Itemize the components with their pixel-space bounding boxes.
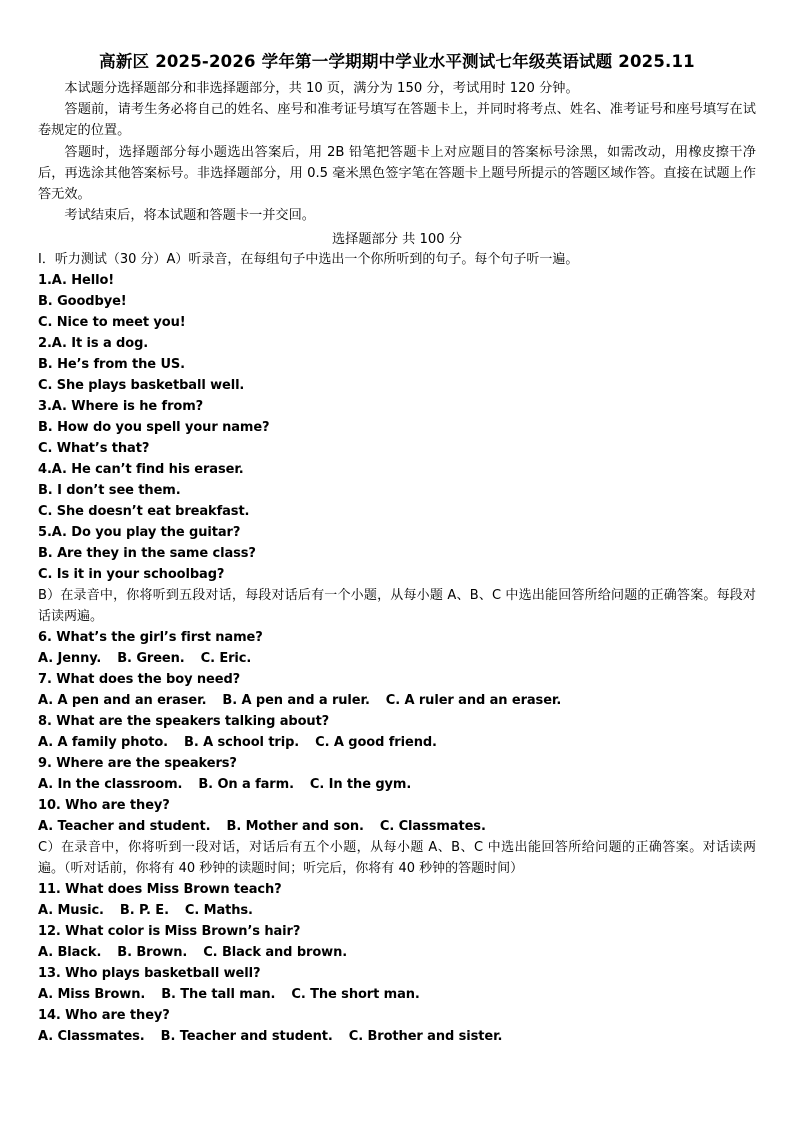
option-line: C. What’s that? xyxy=(38,441,150,456)
options-line xyxy=(38,1026,756,1047)
option-b: B. Mother and son. xyxy=(226,819,364,834)
instruction-paragraph: 答题时，选择题部分每小题选出答案后，用 2B 铅笔把答题卡上对应题目的答案标号涂黑，如需改动，用橡皮擦干净后，再选涂其他答案标号。非选择题部分，用 0.5 毫米黑色签字笔在答题卡上题号所提示的答题区域作答。直接在试题上作答无效。 xyxy=(38,144,756,203)
option-b: B. A pen and a ruler. xyxy=(222,693,370,708)
option-a: A. Black. xyxy=(38,945,102,960)
question-line: 11. What does Miss Brown teach? xyxy=(38,882,282,897)
options-line xyxy=(38,900,756,921)
option-line: 5.A. Do you play the guitar? xyxy=(38,525,241,540)
part-heading: B）在录音中，你将听到五段对话，每段对话后有一个小题，从每小题 A、B、C 中选出能回答所给问题的正确答案。每段对话读两遍。 xyxy=(38,588,756,624)
question-line: 14. Who are they? xyxy=(38,1008,170,1023)
option-a: A. In the classroom. xyxy=(38,777,183,792)
option-c: C. Brother and sister. xyxy=(348,1029,503,1044)
part-heading: C）在录音中，你将听到一段对话，对话后有五个小题，从每小题 A、B、C 中选出能回答所给问题的正确答案。对话读两遍。（听对话前，你将有 40 秒钟的读题时间；听完后，你将有 40 秒钟的答题时间） xyxy=(38,840,756,876)
listening-section xyxy=(38,249,756,1047)
option-c: C. Eric. xyxy=(200,651,252,666)
option-line: C. Is it in your schoolbag? xyxy=(38,567,225,582)
instruction-paragraph: 本试题分选择题部分和非选择题部分，共 10 页，满分为 150 分，考试用时 120 分钟。 xyxy=(64,81,579,96)
option-line: B. Are they in the same class? xyxy=(38,546,256,561)
option-b: B. A school trip. xyxy=(184,735,300,750)
section-title: 选择题部分 共 100 分 xyxy=(331,232,463,247)
question-line: 13. Who plays basketball well? xyxy=(38,966,261,981)
option-b: B. Green. xyxy=(117,651,185,666)
option-b: B. Teacher and student. xyxy=(160,1029,333,1044)
option-b: B. P. E. xyxy=(119,903,169,918)
option-c: C. Maths. xyxy=(184,903,253,918)
question-line: 12. What color is Miss Brown’s hair? xyxy=(38,924,301,939)
option-line: 4.A. He can’t find his eraser. xyxy=(38,462,244,477)
option-a: A. Jenny. xyxy=(38,651,102,666)
option-a: A. A pen and an eraser. xyxy=(38,693,207,708)
option-line: B. I don’t see them. xyxy=(38,483,181,498)
option-c: C. Black and brown. xyxy=(203,945,348,960)
options-line xyxy=(38,648,756,669)
exam-title: 高新区 2025-2026 学年第一学期期中学业水平测试七年级英语试题 2025.11 xyxy=(99,52,695,71)
options-line xyxy=(38,984,756,1005)
option-line: B. How do you spell your name? xyxy=(38,420,270,435)
option-c: C. A good friend. xyxy=(315,735,437,750)
option-a: A. Miss Brown. xyxy=(38,987,146,1002)
option-b: B. Brown. xyxy=(117,945,188,960)
option-a: A. A family photo. xyxy=(38,735,169,750)
option-a: A. Music. xyxy=(38,903,104,918)
options-line xyxy=(38,816,756,837)
option-a: A. Classmates. xyxy=(38,1029,145,1044)
option-line: C. She doesn’t eat breakfast. xyxy=(38,504,250,519)
question-line: 8. What are the speakers talking about? xyxy=(38,714,330,729)
exam-instructions xyxy=(38,78,756,226)
option-line: B. Goodbye! xyxy=(38,294,127,309)
instruction-paragraph: 考试结束后，将本试题和答题卡一并交回。 xyxy=(64,208,315,224)
option-b: B. The tall man. xyxy=(161,987,276,1002)
option-a: A. Teacher and student. xyxy=(38,819,211,834)
question-line: 7. What does the boy need? xyxy=(38,672,241,687)
instruction-paragraph: 答题前，请考生务必将自己的姓名、座号和准考证号填写在答题卡上，并同时将考点、姓名、准考证号和座号填写在试卷规定的位置。 xyxy=(38,102,756,139)
options-line xyxy=(38,732,756,753)
option-line: C. Nice to meet you! xyxy=(38,315,186,330)
option-line: 3.A. Where is he from? xyxy=(38,399,204,414)
question-line: 10. Who are they? xyxy=(38,798,170,813)
question-line: 9. Where are the speakers? xyxy=(38,756,237,771)
part-heading: Ⅰ．听力测试（30 分）A）听录音，在每组句子中选出一个你所听到的句子。每个句子听一遍。 xyxy=(38,252,579,267)
option-line: 2.A. It is a dog. xyxy=(38,336,149,351)
option-b: B. On a farm. xyxy=(198,777,294,792)
option-line: B. He’s from the US. xyxy=(38,357,186,372)
question-line: 6. What’s the girl’s first name? xyxy=(38,630,263,645)
option-c: C. The short man. xyxy=(291,987,420,1002)
options-line xyxy=(38,774,756,795)
option-c: C. In the gym. xyxy=(309,777,412,792)
option-c: C. Classmates. xyxy=(379,819,486,834)
option-line: 1.A. Hello! xyxy=(38,273,115,288)
options-line xyxy=(38,942,756,963)
options-line xyxy=(38,690,756,711)
option-c: C. A ruler and an eraser. xyxy=(385,693,562,708)
option-line: C. She plays basketball well. xyxy=(38,378,245,393)
